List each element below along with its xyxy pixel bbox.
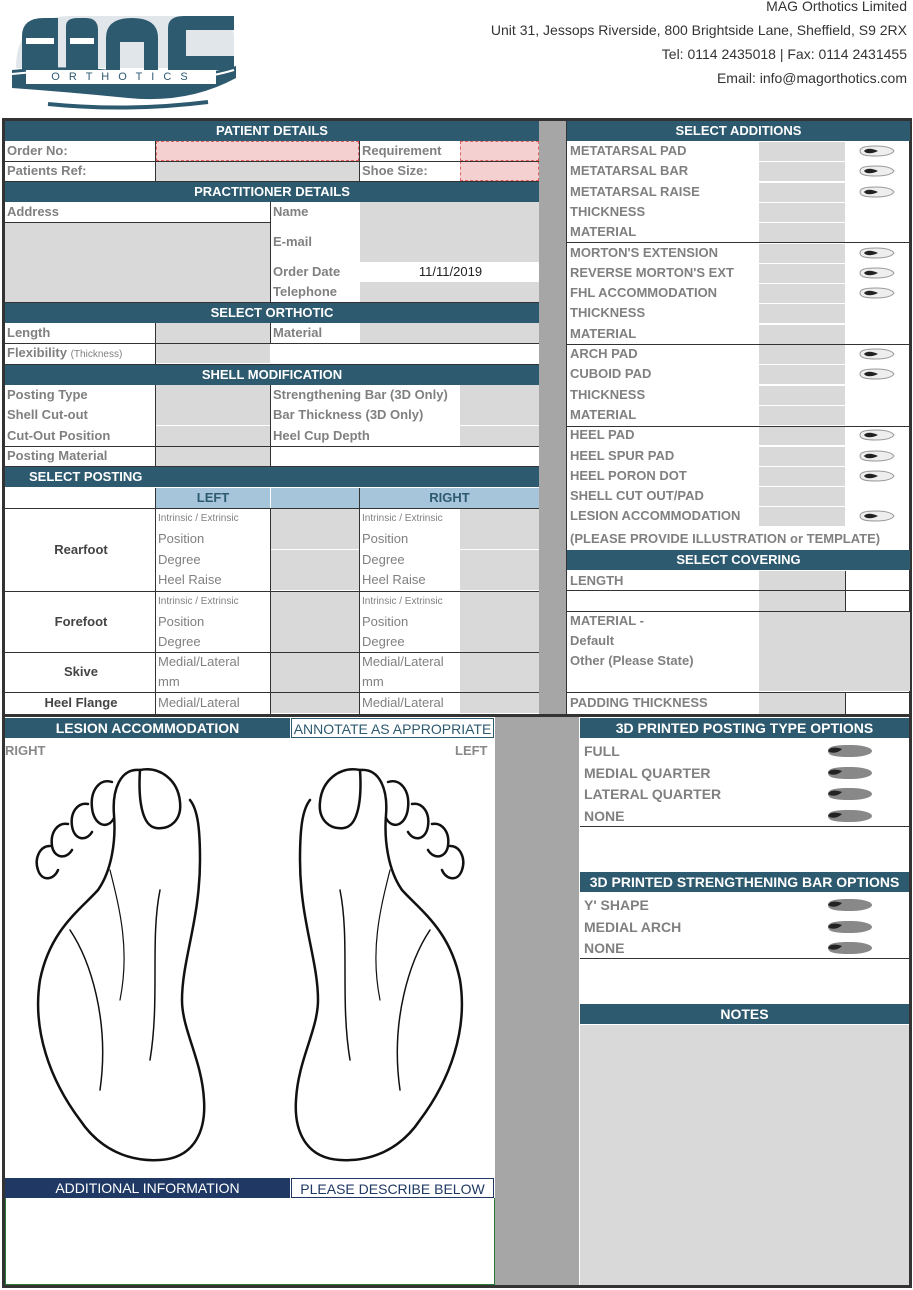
notes-header: NOTES <box>580 1004 909 1024</box>
insole-icon <box>826 808 874 824</box>
skive-left-mm-input[interactable] <box>271 672 359 692</box>
addition-label: CUBOID PAD <box>570 366 652 382</box>
left-column-header-ext <box>271 488 359 508</box>
printed_posting-option[interactable]: MEDIAL QUARTER <box>584 764 711 781</box>
insole-icon <box>858 185 892 199</box>
practitioner-details-header: PRACTITIONER DETAILS <box>5 182 539 202</box>
addition-label: LESION ACCOMMODATION <box>570 508 741 524</box>
addition-label: MATERIAL <box>570 224 637 240</box>
rearfoot-label: Rearfoot <box>54 542 108 557</box>
rearfoot-left-intrinsic-label: Intrinsic / Extrinsic <box>158 513 239 524</box>
rearfoot-right-position-input[interactable] <box>460 529 539 549</box>
shell-cutout-input[interactable] <box>156 405 270 425</box>
insole-icon <box>858 469 892 483</box>
skive-left-medial-input[interactable] <box>271 652 359 672</box>
bar-thickness-input[interactable] <box>460 405 539 425</box>
addition-label: SHELL CUT OUT/PAD <box>570 488 704 504</box>
insole-icon <box>826 786 874 802</box>
forefoot-left-position-label: Position <box>158 614 205 629</box>
padding-thickness-label: PADDING THICKNESS <box>570 695 708 710</box>
length-input[interactable] <box>156 323 270 343</box>
additional-info-input[interactable] <box>5 1198 495 1285</box>
address-label: Address <box>7 204 60 219</box>
cutout-position-input[interactable] <box>156 426 270 446</box>
name-label: Name <box>273 204 309 219</box>
bar-thickness-label: Bar Thickness (3D Only) <box>273 407 424 422</box>
material-label: Material <box>273 325 323 340</box>
lower-divider <box>495 717 579 1285</box>
covering-length-label: LENGTH <box>570 573 624 588</box>
patient-details-header: PATIENT DETAILS <box>5 121 539 141</box>
skive-right-mm-label: mm <box>362 674 384 689</box>
rearfoot-right-intrinsic-label: Intrinsic / Extrinsic <box>362 513 443 524</box>
name-input[interactable] <box>360 202 539 222</box>
addition-label: THICKNESS <box>570 386 646 402</box>
patients-ref-label: Patients Ref: <box>7 163 87 178</box>
printed-posting-header: 3D PRINTED POSTING TYPE OPTIONS <box>580 718 909 738</box>
forefoot-right-degree-label: Degree <box>362 634 405 649</box>
addition-input[interactable] <box>759 467 845 486</box>
email-label: E-mail <box>273 234 313 249</box>
lesion-header: LESION ACCOMMODATION <box>5 718 290 738</box>
telephone-input[interactable] <box>360 282 539 302</box>
addition-label: HEEL PORON DOT <box>570 467 687 483</box>
addition-input[interactable] <box>759 162 845 181</box>
heel-flange-label: Heel Flange <box>44 695 118 710</box>
annotate-note: ANNOTATE AS APPROPRIATE <box>291 718 494 738</box>
flexibility-text: Flexibility <box>7 345 67 360</box>
material-input[interactable] <box>360 323 539 343</box>
company-name: MAG Orthotics Limited <box>766 0 907 14</box>
company-logo <box>8 8 236 110</box>
order-no-input[interactable] <box>156 141 359 161</box>
addition-input[interactable] <box>759 223 845 242</box>
right-column-header: RIGHT <box>360 488 539 508</box>
addition-label: THICKNESS <box>570 305 646 321</box>
rearfoot-right-heel-raise-input[interactable] <box>460 570 539 590</box>
insole-icon <box>858 509 892 523</box>
insole-icon <box>858 164 892 178</box>
addition-input[interactable] <box>759 142 845 161</box>
addition-label: HEEL PAD <box>570 427 635 443</box>
insole-icon <box>826 743 874 759</box>
addition-input[interactable] <box>759 284 845 303</box>
rearfoot-right-position-label: Position <box>362 531 409 546</box>
printed_bar-option[interactable]: MEDIAL ARCH <box>584 918 682 935</box>
additional-info-header: ADDITIONAL INFORMATION <box>5 1178 290 1198</box>
skive-right-medial-label: Medial/Lateral <box>362 654 444 669</box>
addition-input[interactable] <box>759 325 845 344</box>
addition-input[interactable] <box>759 304 845 323</box>
notes-input[interactable] <box>580 1025 909 1285</box>
addition-input[interactable] <box>759 365 845 384</box>
addition-label: MATERIAL <box>570 406 637 422</box>
forefoot-left-position-input[interactable] <box>271 612 359 632</box>
printed_posting-option[interactable]: FULL <box>584 743 620 759</box>
posting-material-label: Posting Material <box>7 448 108 463</box>
flexibility-label <box>5 343 155 363</box>
select-additions-header: SELECT ADDITIONS <box>567 121 910 141</box>
addition-label: HEEL SPUR PAD <box>570 447 675 463</box>
forefoot-left-degree-label: Degree <box>158 634 201 649</box>
insole-icon <box>858 286 892 300</box>
posting-type-label: Posting Type <box>7 387 88 402</box>
addition-label: THICKNESS <box>570 203 646 219</box>
forefoot-right-intrinsic-label: Intrinsic / Extrinsic <box>362 596 443 607</box>
flexibility-note: (Thickness) <box>70 349 123 360</box>
insole-icon <box>826 919 874 935</box>
addition-input[interactable] <box>759 507 845 526</box>
select-posting-header: SELECT POSTING <box>5 467 539 487</box>
skive-left-medial-label: Medial/Lateral <box>158 654 240 669</box>
rearfoot-left-degree-label: Degree <box>158 552 201 567</box>
forefoot-right-position-label: Position <box>362 614 409 629</box>
order-date-value[interactable]: 11/11/2019 <box>418 264 483 279</box>
addition-input[interactable] <box>759 447 845 466</box>
covering-other-label: Other (Please State) <box>570 653 694 668</box>
left-foot-label: LEFT <box>455 743 488 758</box>
addition-label: MORTON'S EXTENSION <box>570 244 719 260</box>
describe-note: PLEASE DESCRIBE BELOW <box>291 1178 494 1198</box>
shoe-size-label: Shoe Size: <box>362 163 428 178</box>
company-phone: Tel: 0114 2435018 | Fax: 0114 2431455 <box>661 46 907 62</box>
addition-label: MATERIAL <box>570 325 637 341</box>
addition-label: METATARSAL RAISE <box>570 183 700 199</box>
select-orthotic-header: SELECT ORTHOTIC <box>5 303 539 323</box>
insole-icon <box>858 428 892 442</box>
rearfoot-left-heel-raise-label: Heel Raise <box>158 572 222 587</box>
forefoot-right-intrinsic-input[interactable] <box>460 592 539 612</box>
forefoot-label: Forefoot <box>54 614 108 629</box>
company-email: Email: info@magorthotics.com <box>716 70 907 86</box>
covering-length-input[interactable] <box>759 571 845 611</box>
addition-label: ARCH PAD <box>570 346 638 361</box>
heel-flange-left-input[interactable] <box>271 693 359 713</box>
strengthening-bar-input[interactable] <box>460 385 539 405</box>
addition-input[interactable] <box>759 345 845 364</box>
addition-input[interactable] <box>759 406 845 425</box>
cutout-position-label: Cut-Out Position <box>7 428 111 443</box>
left-column-header: LEFT <box>156 488 270 508</box>
forefoot-left-degree-input[interactable] <box>271 632 359 652</box>
rearfoot-right-degree-input[interactable] <box>460 550 539 570</box>
center-divider <box>539 121 567 714</box>
additions-note: (PLEASE PROVIDE ILLUSTRATION or TEMPLATE) <box>570 531 881 546</box>
printed_bar-option[interactable]: Y' SHAPE <box>584 897 649 913</box>
addition-input[interactable] <box>759 487 845 506</box>
flexibility-input[interactable] <box>156 343 270 363</box>
covering-material-label: MATERIAL - <box>570 613 644 628</box>
rearfoot-left-intrinsic-input[interactable] <box>271 509 359 529</box>
rearfoot-left-position-label: Position <box>158 531 205 546</box>
rearfoot-right-degree-label: Degree <box>362 552 405 567</box>
heel-flange-right-label: Medial/Lateral <box>362 695 444 710</box>
shell-cutout-label: Shell Cut-out <box>7 407 88 422</box>
addition-input[interactable] <box>759 244 845 263</box>
forefoot-right-degree-input[interactable] <box>460 632 539 652</box>
printed_posting-option[interactable]: LATERAL QUARTER <box>584 786 722 803</box>
requirement-input[interactable] <box>460 141 539 161</box>
rearfoot-left-position-input[interactable] <box>271 529 359 549</box>
addition-input[interactable] <box>759 386 845 405</box>
order-no-label: Order No: <box>7 143 68 158</box>
insole-icon <box>858 144 892 158</box>
telephone-label: Telephone <box>273 284 338 299</box>
insole-icon <box>858 246 892 260</box>
forefoot-left-intrinsic-label: Intrinsic / Extrinsic <box>158 596 239 607</box>
insole-icon <box>858 266 892 280</box>
skive-right-medial-input[interactable] <box>460 652 539 672</box>
select-covering-header: SELECT COVERING <box>567 550 910 570</box>
addition-input[interactable] <box>759 183 845 202</box>
printed-bar-header: 3D PRINTED STRENGTHENING BAR OPTIONS <box>580 872 909 892</box>
company-address: Unit 31, Jessops Riverside, 800 Brightside Lane, Sheffield, S9 2RX <box>490 22 907 38</box>
right-foot-label: RIGHT <box>5 743 46 758</box>
padding-thickness-input[interactable] <box>759 693 845 714</box>
order-date-label: Order Date <box>273 264 341 279</box>
feet-diagram[interactable] <box>10 760 490 1172</box>
addition-label: FHL ACCOMMODATION <box>570 285 718 301</box>
patients-ref-input[interactable] <box>156 161 359 181</box>
addition-input[interactable] <box>759 264 845 283</box>
heel-cup-depth-label: Heel Cup Depth <box>273 428 370 443</box>
heel-flange-right-input[interactable] <box>460 693 539 713</box>
logo-tagline: O R T H O T I C S <box>26 70 216 84</box>
insole-icon <box>826 940 874 956</box>
insole-icon <box>858 367 892 381</box>
address-input[interactable] <box>5 222 270 302</box>
insole-icon <box>826 897 874 913</box>
skive-right-mm-input[interactable] <box>460 672 539 692</box>
right-foot-outline <box>37 769 204 1160</box>
heel-flange-left-label: Medial/Lateral <box>158 695 240 710</box>
rearfoot-right-intrinsic-input[interactable] <box>460 509 539 529</box>
rearfoot-right-heel-raise-label: Heel Raise <box>362 572 426 587</box>
covering-default-label: Default <box>570 633 615 648</box>
insole-icon <box>826 765 874 781</box>
posting-type-input[interactable] <box>156 385 270 405</box>
printed_bar-option[interactable]: NONE <box>584 940 625 957</box>
left-foot-outline <box>296 769 463 1160</box>
rearfoot-left-degree-input[interactable] <box>271 550 359 570</box>
email-input[interactable] <box>360 222 539 262</box>
length-label: Length <box>7 325 51 340</box>
shell-modification-header: SHELL MODIFICATION <box>5 365 539 385</box>
addition-input[interactable] <box>759 203 845 222</box>
requirement-label: Requirement <box>362 143 442 158</box>
insole-icon <box>858 449 892 463</box>
heel-cup-depth-input[interactable] <box>460 426 539 446</box>
addition-label: METATARSAL BAR <box>570 163 689 179</box>
addition-input[interactable] <box>759 426 845 445</box>
covering-material-input[interactable] <box>759 611 910 691</box>
addition-label: METATARSAL PAD <box>570 143 687 158</box>
forefoot-left-intrinsic-input[interactable] <box>271 592 359 612</box>
skive-left-mm-label: mm <box>158 674 180 689</box>
skive-label: Skive <box>64 664 98 679</box>
forefoot-right-position-input[interactable] <box>460 612 539 632</box>
strengthening-bar-label: Strengthening Bar (3D Only) <box>273 387 448 402</box>
insole-icon <box>858 347 892 361</box>
printed_posting-option[interactable]: NONE <box>584 808 625 825</box>
addition-label: REVERSE MORTON'S EXT <box>570 264 734 280</box>
rearfoot-left-heel-raise-input[interactable] <box>271 570 359 590</box>
shoe-size-input[interactable] <box>460 161 539 181</box>
posting-material-input[interactable] <box>156 446 270 466</box>
